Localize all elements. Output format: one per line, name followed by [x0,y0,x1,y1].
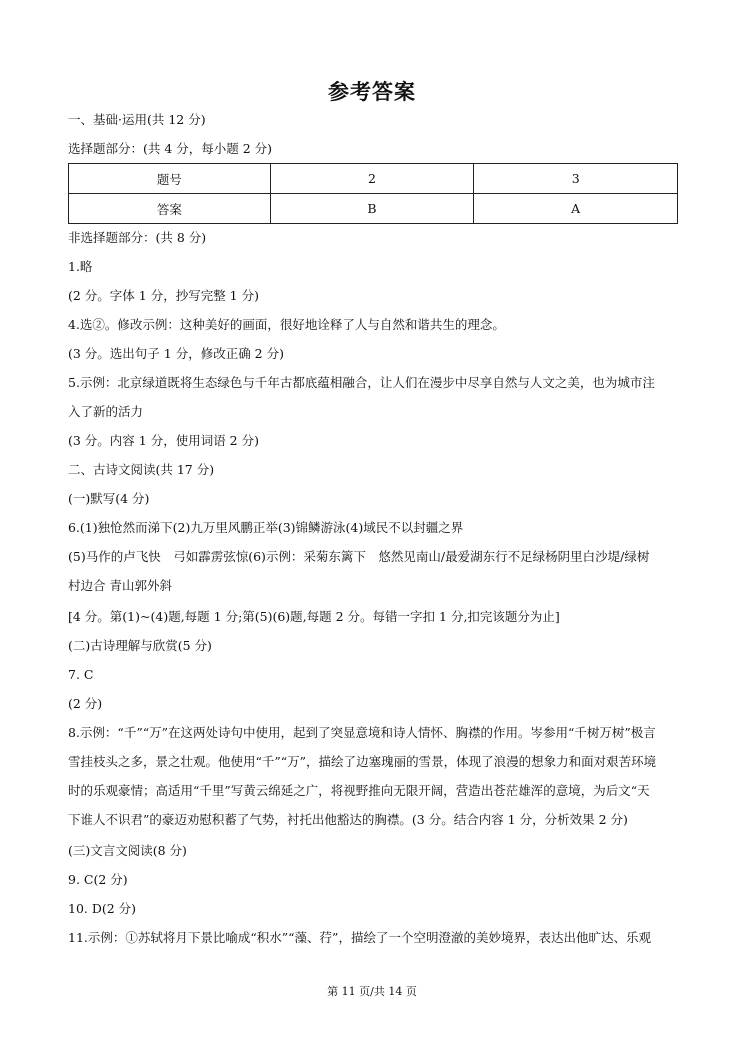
q1-answer: 1.略 [68,259,93,274]
table-cell-answer-3: A [474,194,678,224]
section-2-heading: 二、古诗文阅读(共 17 分) [68,462,215,477]
table-cell-answer-label: 答案 [69,194,271,224]
table-cell-answer-2: B [270,194,474,224]
q9-answer: 9. C(2 分) [68,872,128,887]
q5-answer-line-2: 入了新的活力 [68,404,144,419]
nonchoice-section-heading: 非选择题部分：(共 8 分) [68,230,207,245]
subsection-1-heading: (一)默写(4 分) [68,491,150,506]
q10-answer: 10. D(2 分) [68,901,137,916]
q7-score: (2 分) [68,696,103,711]
section-1-heading: 一、基础·运用(共 12 分) [68,112,206,127]
q8-answer-line-2: 雪挂枝头之多，景之壮观。他使用“千”“万”，描绘了边塞瑰丽的雪景，体现了浪漫的想象力和面对艰苦环境 [68,754,657,769]
q7-answer: 7. C [68,667,94,682]
q11-answer: 11.示例：①苏轼将月下景比喻成“积水”“藻、荇”，描绘了一个空明澄澈的美妙境界，表达出他旷达、乐观 [68,930,651,945]
table-cell-question-2: 2 [270,164,474,194]
q1-score: (2 分。字体 1 分，抄写完整 1 分) [68,288,259,303]
q6-score: [4 分。第(1)~(4)题,每题 1 分;第(5)(6)题,每题 2 分。每错一字扣 1 分,扣完该题分为止] [68,609,560,624]
q6-answer-line-3: 村边合 青山郭外斜 [68,578,172,593]
q8-answer-line-4: 下谁人不识君”的豪迈劝慰积蓄了气势，衬托出他豁达的胸襟。(3 分。结合内容 1 分，分析效果 2 分) [68,812,628,827]
choice-section-heading: 选择题部分：(共 4 分，每小题 2 分) [68,141,273,156]
q5-score: (3 分。内容 1 分，使用词语 2 分) [68,433,259,448]
table-cell-header-label: 题号 [69,164,271,194]
table-cell-question-3: 3 [474,164,678,194]
subsection-2-heading: (二)古诗理解与欣赏(5 分) [68,638,212,653]
table-row [69,194,678,224]
q4-answer: 4.选②。修改示例：这种美好的画面，很好地诠释了人与自然和谐共生的理念。 [68,317,505,332]
q6-answer-line-1: 6.(1)独怆然而涕下(2)九万里风鹏正举(3)锦鳞游泳(4)域民不以封疆之界 [68,520,464,535]
subsection-3-heading: (三)文言文阅读(8 分) [68,843,187,858]
answer-table [68,163,678,224]
page-footer: 第 11 页/共 14 页 [327,985,417,998]
q5-answer-line-1: 5.示例：北京绿道既将生态绿色与千年古都底蕴相融合，让人们在漫步中尽享自然与人文之美，也为城市注 [68,375,655,390]
q4-score: (3 分。选出句子 1 分，修改正确 2 分) [68,346,284,361]
page-title: 参考答案 [328,80,416,104]
q8-answer-line-1: 8.示例：“千”“万”在这两处诗句中使用，起到了突显意境和诗人情怀、胸襟的作用。岑参用“千树万树”极言 [68,725,656,740]
table-row [69,164,678,194]
q6-answer-line-2: (5)马作的卢飞快 弓如霹雳弦惊(6)示例：采菊东篱下 悠然见南山/最爱湖东行不足绿杨阴里白沙堤/绿树 [68,549,650,564]
q8-answer-line-3: 时的乐观豪情；高适用“千里”写黄云绵延之广，将视野推向无限开阔，营造出苍茫雄浑的意境，为后文“天 [68,783,650,798]
